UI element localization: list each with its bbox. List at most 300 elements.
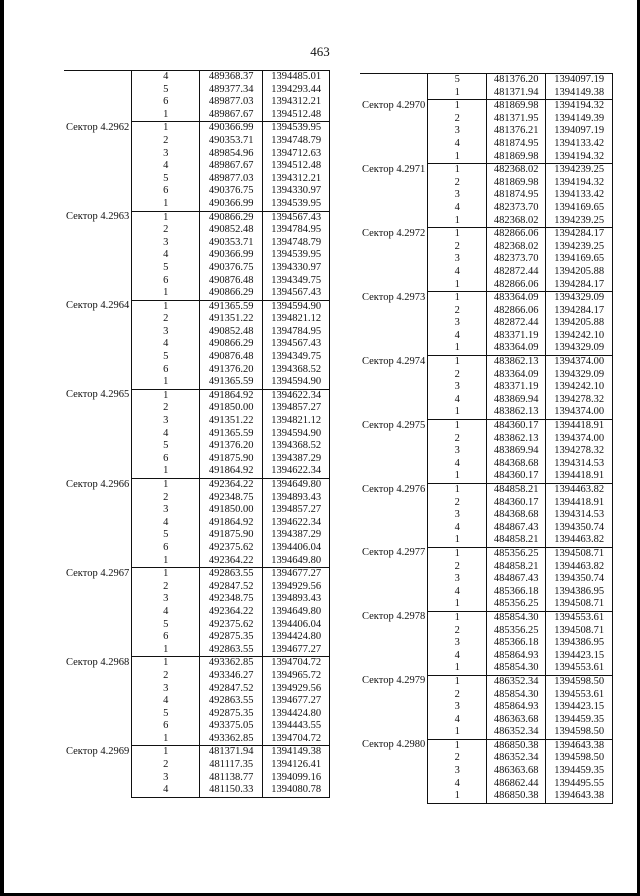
y-coordinate: 1394508.71 <box>546 625 613 638</box>
y-coordinate: 1394539.95 <box>263 249 330 262</box>
x-coordinate: 492863.55 <box>200 644 263 657</box>
y-coordinate: 1394594.90 <box>263 428 330 441</box>
sector-label: Сектор 4.2972 <box>362 227 426 239</box>
y-coordinate: 1394406.04 <box>263 619 330 632</box>
y-coordinate: 1394567.43 <box>263 338 330 351</box>
point-number: 3 <box>428 189 487 202</box>
x-coordinate: 491864.92 <box>200 465 263 478</box>
y-coordinate: 1394418.91 <box>546 497 613 510</box>
page-number: 463 <box>310 44 330 59</box>
point-number: 1 <box>132 479 200 492</box>
x-coordinate: 484368.68 <box>487 509 546 522</box>
x-coordinate: 490353.71 <box>200 237 263 250</box>
point-number: 3 <box>132 148 200 161</box>
x-coordinate: 485356.25 <box>487 547 546 560</box>
x-coordinate: 483364.09 <box>487 292 546 305</box>
table-row <box>360 484 613 497</box>
x-coordinate: 483371.19 <box>487 330 546 343</box>
point-number: 6 <box>132 631 200 644</box>
y-coordinate: 1394194.32 <box>546 151 613 164</box>
x-coordinate: 493346.27 <box>200 670 263 683</box>
point-number: 1 <box>428 228 487 241</box>
table-row <box>360 74 613 87</box>
y-coordinate: 1394205.88 <box>546 317 613 330</box>
point-number: 2 <box>132 581 200 594</box>
x-coordinate: 485864.93 <box>487 650 546 663</box>
point-number: 3 <box>428 701 487 714</box>
point-number: 1 <box>132 109 200 122</box>
y-coordinate: 1394374.00 <box>546 433 613 446</box>
y-coordinate: 1394133.42 <box>546 189 613 202</box>
point-number: 1 <box>132 465 200 478</box>
sector-label: Сектор 4.2967 <box>66 567 130 579</box>
y-coordinate: 1394463.82 <box>546 484 613 497</box>
y-coordinate: 1394239.25 <box>546 215 613 228</box>
sector-label: Сектор 4.2966 <box>66 478 130 490</box>
y-coordinate: 1394553.61 <box>546 662 613 675</box>
table-row <box>64 211 330 224</box>
point-number: 4 <box>428 714 487 727</box>
point-number: 1 <box>428 151 487 164</box>
y-coordinate: 1394677.27 <box>263 695 330 708</box>
point-number: 4 <box>132 517 200 530</box>
y-coordinate: 1394553.61 <box>546 689 613 702</box>
y-coordinate: 1394349.75 <box>263 351 330 364</box>
y-coordinate: 1394239.25 <box>546 164 613 177</box>
y-coordinate: 1394649.80 <box>263 555 330 568</box>
x-coordinate: 484858.21 <box>487 484 546 497</box>
x-coordinate: 481150.33 <box>200 784 263 797</box>
y-coordinate: 1394622.34 <box>263 389 330 402</box>
sector-label: Сектор 4.2964 <box>66 300 130 312</box>
point-number: 1 <box>428 662 487 675</box>
x-coordinate: 490852.48 <box>200 326 263 339</box>
sector-label: Сектор 4.2971 <box>362 163 426 175</box>
x-coordinate: 481869.98 <box>487 177 546 190</box>
x-coordinate: 481376.21 <box>487 125 546 138</box>
y-coordinate: 1394374.00 <box>546 356 613 369</box>
y-coordinate: 1394748.79 <box>263 135 330 148</box>
y-coordinate: 1394423.15 <box>546 701 613 714</box>
point-number: 6 <box>132 542 200 555</box>
point-number: 4 <box>132 160 200 173</box>
x-coordinate: 484360.17 <box>487 420 546 433</box>
x-coordinate: 483869.94 <box>487 394 546 407</box>
y-coordinate: 1394418.91 <box>546 420 613 433</box>
point-number: 1 <box>132 287 200 300</box>
sector-label <box>64 71 132 122</box>
sector-label: Сектор 4.2963 <box>66 211 130 223</box>
x-coordinate: 489877.03 <box>200 173 263 186</box>
point-number: 3 <box>428 509 487 522</box>
y-coordinate: 1394293.44 <box>263 84 330 97</box>
x-coordinate: 492375.62 <box>200 542 263 555</box>
x-coordinate: 492348.75 <box>200 593 263 606</box>
y-coordinate: 1394463.82 <box>546 534 613 547</box>
y-coordinate: 1394598.50 <box>546 675 613 688</box>
y-coordinate: 1394329.09 <box>546 292 613 305</box>
y-coordinate: 1394857.27 <box>263 504 330 517</box>
point-number: 1 <box>428 598 487 611</box>
x-coordinate: 486363.68 <box>487 765 546 778</box>
point-number: 4 <box>428 394 487 407</box>
x-coordinate: 484360.17 <box>487 497 546 510</box>
table-row <box>360 739 613 752</box>
x-coordinate: 483862.13 <box>487 433 546 446</box>
y-coordinate: 1394459.35 <box>546 765 613 778</box>
y-coordinate: 1394312.21 <box>263 96 330 109</box>
table-row <box>64 122 330 135</box>
x-coordinate: 486352.34 <box>487 752 546 765</box>
x-coordinate: 482368.02 <box>487 241 546 254</box>
y-coordinate: 1394677.27 <box>263 644 330 657</box>
x-coordinate: 482872.44 <box>487 266 546 279</box>
point-number: 1 <box>132 657 200 670</box>
y-coordinate: 1394329.09 <box>546 369 613 382</box>
point-number: 4 <box>428 138 487 151</box>
x-coordinate: 486862.44 <box>487 778 546 791</box>
x-coordinate: 490366.99 <box>200 122 263 135</box>
point-number: 4 <box>428 458 487 471</box>
point-number: 6 <box>132 364 200 377</box>
table-row <box>64 568 330 581</box>
x-coordinate: 482866.06 <box>487 305 546 318</box>
point-number: 3 <box>132 683 200 696</box>
point-number: 5 <box>132 351 200 364</box>
point-number: 1 <box>428 790 487 803</box>
y-coordinate: 1394330.97 <box>263 262 330 275</box>
point-number: 2 <box>132 759 200 772</box>
x-coordinate: 492364.22 <box>200 479 263 492</box>
x-coordinate: 484368.68 <box>487 458 546 471</box>
point-number: 1 <box>132 300 200 313</box>
x-coordinate: 489854.96 <box>200 148 263 161</box>
point-number: 1 <box>428 215 487 228</box>
x-coordinate: 491351.22 <box>200 313 263 326</box>
table-row <box>360 675 613 688</box>
x-coordinate: 489377.34 <box>200 84 263 97</box>
point-number: 2 <box>428 625 487 638</box>
x-coordinate: 491351.22 <box>200 415 263 428</box>
x-coordinate: 482866.06 <box>487 279 546 292</box>
y-coordinate: 1394239.25 <box>546 241 613 254</box>
y-coordinate: 1394929.56 <box>263 581 330 594</box>
x-coordinate: 481874.95 <box>487 189 546 202</box>
point-number: 1 <box>428 547 487 560</box>
y-coordinate: 1394622.34 <box>263 517 330 530</box>
y-coordinate: 1394821.12 <box>263 313 330 326</box>
y-coordinate: 1394149.38 <box>546 87 613 100</box>
y-coordinate: 1394821.12 <box>263 415 330 428</box>
x-coordinate: 492364.22 <box>200 555 263 568</box>
x-coordinate: 482373.70 <box>487 202 546 215</box>
x-coordinate: 490866.29 <box>200 287 263 300</box>
point-number: 4 <box>132 784 200 797</box>
x-coordinate: 492847.52 <box>200 581 263 594</box>
point-number: 6 <box>132 185 200 198</box>
y-coordinate: 1394126.41 <box>263 759 330 772</box>
y-coordinate: 1394485.01 <box>263 71 330 84</box>
x-coordinate: 481371.95 <box>487 113 546 126</box>
point-number: 5 <box>132 173 200 186</box>
x-coordinate: 493362.85 <box>200 657 263 670</box>
table-row <box>360 420 613 433</box>
x-coordinate: 492348.75 <box>200 492 263 505</box>
x-coordinate: 489867.67 <box>200 109 263 122</box>
y-coordinate: 1394594.90 <box>263 300 330 313</box>
sector-label: Сектор 4.2970 <box>362 99 426 111</box>
point-number: 3 <box>428 637 487 650</box>
x-coordinate: 486352.34 <box>487 726 546 739</box>
point-number: 1 <box>132 733 200 746</box>
y-coordinate: 1394508.71 <box>546 598 613 611</box>
point-number: 2 <box>428 689 487 702</box>
x-coordinate: 490852.48 <box>200 224 263 237</box>
x-coordinate: 485864.93 <box>487 701 546 714</box>
y-coordinate: 1394965.72 <box>263 670 330 683</box>
x-coordinate: 481117.35 <box>200 759 263 772</box>
y-coordinate: 1394857.27 <box>263 402 330 415</box>
x-coordinate: 491850.00 <box>200 504 263 517</box>
sector-label: Сектор 4.2979 <box>362 675 426 687</box>
x-coordinate: 490876.48 <box>200 275 263 288</box>
point-number: 3 <box>132 593 200 606</box>
y-coordinate: 1394350.74 <box>546 522 613 535</box>
point-number: 2 <box>428 561 487 574</box>
x-coordinate: 484867.43 <box>487 573 546 586</box>
point-number: 4 <box>428 202 487 215</box>
point-number: 3 <box>132 772 200 785</box>
y-coordinate: 1394622.34 <box>263 465 330 478</box>
x-coordinate: 483869.94 <box>487 445 546 458</box>
y-coordinate: 1394284.17 <box>546 305 613 318</box>
point-number: 1 <box>428 356 487 369</box>
x-coordinate: 486363.68 <box>487 714 546 727</box>
x-coordinate: 481874.95 <box>487 138 546 151</box>
y-coordinate: 1394368.52 <box>263 364 330 377</box>
point-number: 2 <box>428 305 487 318</box>
x-coordinate: 485854.30 <box>487 662 546 675</box>
sector-label: Сектор 4.2974 <box>362 355 426 367</box>
x-coordinate: 482373.70 <box>487 253 546 266</box>
point-number: 1 <box>428 342 487 355</box>
point-number: 5 <box>428 74 487 87</box>
sector-label: Сектор 4.2976 <box>362 483 426 495</box>
point-number: 4 <box>132 428 200 441</box>
x-coordinate: 482872.44 <box>487 317 546 330</box>
x-coordinate: 483364.09 <box>487 369 546 382</box>
point-number: 4 <box>428 330 487 343</box>
x-coordinate: 485356.25 <box>487 598 546 611</box>
sector-label: Сектор 4.2965 <box>66 389 130 401</box>
sector-label: Сектор 4.2975 <box>362 419 426 431</box>
x-coordinate: 491365.59 <box>200 300 263 313</box>
x-coordinate: 481869.98 <box>487 151 546 164</box>
x-coordinate: 491365.59 <box>200 376 263 389</box>
y-coordinate: 1394893.43 <box>263 593 330 606</box>
point-number: 1 <box>428 534 487 547</box>
table-row <box>64 746 330 759</box>
y-coordinate: 1394169.65 <box>546 253 613 266</box>
sector-label <box>360 74 428 100</box>
y-coordinate: 1394097.19 <box>546 125 613 138</box>
point-number: 2 <box>428 241 487 254</box>
sector-label: Сектор 4.2973 <box>362 291 426 303</box>
x-coordinate: 485366.18 <box>487 586 546 599</box>
sector-label: Сектор 4.2962 <box>66 121 130 133</box>
point-number: 2 <box>428 433 487 446</box>
sector-label: Сектор 4.2980 <box>362 739 426 751</box>
point-number: 4 <box>428 522 487 535</box>
y-coordinate: 1394929.56 <box>263 683 330 696</box>
point-number: 3 <box>428 317 487 330</box>
x-coordinate: 492364.22 <box>200 606 263 619</box>
point-number: 1 <box>132 644 200 657</box>
y-coordinate: 1394748.79 <box>263 237 330 250</box>
x-coordinate: 482866.06 <box>487 228 546 241</box>
y-coordinate: 1394463.82 <box>546 561 613 574</box>
y-coordinate: 1394784.95 <box>263 224 330 237</box>
y-coordinate: 1394242.10 <box>546 381 613 394</box>
y-coordinate: 1394512.48 <box>263 160 330 173</box>
x-coordinate: 491365.59 <box>200 428 263 441</box>
x-coordinate: 483364.09 <box>487 342 546 355</box>
point-number: 3 <box>428 765 487 778</box>
point-number: 2 <box>428 369 487 382</box>
y-coordinate: 1394099.16 <box>263 772 330 785</box>
x-coordinate: 485366.18 <box>487 637 546 650</box>
y-coordinate: 1394284.17 <box>546 279 613 292</box>
y-coordinate: 1394704.72 <box>263 657 330 670</box>
y-coordinate: 1394495.55 <box>546 778 613 791</box>
point-number: 4 <box>132 71 200 84</box>
x-coordinate: 484858.21 <box>487 534 546 547</box>
point-number: 2 <box>132 135 200 148</box>
y-coordinate: 1394649.80 <box>263 479 330 492</box>
point-number: 2 <box>428 497 487 510</box>
point-number: 2 <box>428 113 487 126</box>
point-number: 1 <box>132 555 200 568</box>
x-coordinate: 485854.30 <box>487 689 546 702</box>
y-coordinate: 1394284.17 <box>546 228 613 241</box>
sector-label: Сектор 4.2969 <box>66 745 130 757</box>
y-coordinate: 1394149.39 <box>546 113 613 126</box>
point-number: 2 <box>132 313 200 326</box>
y-coordinate: 1394567.43 <box>263 211 330 224</box>
point-number: 3 <box>428 381 487 394</box>
point-number: 1 <box>428 675 487 688</box>
point-number: 1 <box>428 726 487 739</box>
point-number: 1 <box>428 470 487 483</box>
y-coordinate: 1394242.10 <box>546 330 613 343</box>
x-coordinate: 485854.30 <box>487 611 546 624</box>
sector-label: Сектор 4.2968 <box>66 656 130 668</box>
point-number: 3 <box>428 445 487 458</box>
y-coordinate: 1394424.80 <box>263 708 330 721</box>
x-coordinate: 482368.02 <box>487 164 546 177</box>
x-coordinate: 486850.38 <box>487 739 546 752</box>
table-row <box>360 228 613 241</box>
table-row <box>64 657 330 670</box>
x-coordinate: 490376.75 <box>200 185 263 198</box>
point-number: 6 <box>132 453 200 466</box>
table-row <box>360 611 613 624</box>
x-coordinate: 491875.90 <box>200 529 263 542</box>
x-coordinate: 493362.85 <box>200 733 263 746</box>
y-coordinate: 1394406.04 <box>263 542 330 555</box>
coordinates-table-right <box>360 73 613 804</box>
y-coordinate: 1394368.52 <box>263 440 330 453</box>
y-coordinate: 1394598.50 <box>546 752 613 765</box>
table-row <box>64 479 330 492</box>
sector-label: Сектор 4.2977 <box>362 547 426 559</box>
point-number: 4 <box>428 778 487 791</box>
x-coordinate: 483862.13 <box>487 356 546 369</box>
y-coordinate: 1394387.29 <box>263 453 330 466</box>
point-number: 6 <box>132 275 200 288</box>
point-number: 2 <box>132 224 200 237</box>
y-coordinate: 1394423.15 <box>546 650 613 663</box>
x-coordinate: 490866.29 <box>200 338 263 351</box>
y-coordinate: 1394205.88 <box>546 266 613 279</box>
y-coordinate: 1394677.27 <box>263 568 330 581</box>
point-number: 1 <box>428 739 487 752</box>
point-number: 5 <box>132 440 200 453</box>
y-coordinate: 1394349.75 <box>263 275 330 288</box>
point-number: 3 <box>132 237 200 250</box>
point-number: 4 <box>132 338 200 351</box>
point-number: 3 <box>132 415 200 428</box>
x-coordinate: 483862.13 <box>487 406 546 419</box>
y-coordinate: 1394386.95 <box>546 637 613 650</box>
x-coordinate: 491376.20 <box>200 440 263 453</box>
y-coordinate: 1394424.80 <box>263 631 330 644</box>
point-number: 1 <box>428 279 487 292</box>
point-number: 2 <box>428 752 487 765</box>
point-number: 4 <box>132 249 200 262</box>
table-row <box>64 389 330 402</box>
y-coordinate: 1394539.95 <box>263 122 330 135</box>
x-coordinate: 484360.17 <box>487 470 546 483</box>
table-row <box>360 356 613 369</box>
y-coordinate: 1394512.48 <box>263 109 330 122</box>
table-row <box>360 292 613 305</box>
x-coordinate: 490376.75 <box>200 262 263 275</box>
y-coordinate: 1394194.32 <box>546 100 613 113</box>
x-coordinate: 484867.43 <box>487 522 546 535</box>
table-row <box>360 547 613 560</box>
x-coordinate: 492847.52 <box>200 683 263 696</box>
y-coordinate: 1394594.90 <box>263 376 330 389</box>
point-number: 1 <box>428 164 487 177</box>
y-coordinate: 1394314.53 <box>546 458 613 471</box>
point-number: 1 <box>132 211 200 224</box>
x-coordinate: 490366.99 <box>200 249 263 262</box>
x-coordinate: 481371.94 <box>200 746 263 759</box>
x-coordinate: 492863.55 <box>200 568 263 581</box>
x-coordinate: 486352.34 <box>487 675 546 688</box>
x-coordinate: 492875.35 <box>200 631 263 644</box>
point-number: 1 <box>428 100 487 113</box>
y-coordinate: 1394278.32 <box>546 445 613 458</box>
point-number: 1 <box>428 420 487 433</box>
x-coordinate: 489867.67 <box>200 160 263 173</box>
y-coordinate: 1394508.71 <box>546 547 613 560</box>
point-number: 1 <box>428 406 487 419</box>
coordinates-table-left <box>64 70 330 798</box>
table-row <box>64 71 330 84</box>
y-coordinate: 1394350.74 <box>546 573 613 586</box>
